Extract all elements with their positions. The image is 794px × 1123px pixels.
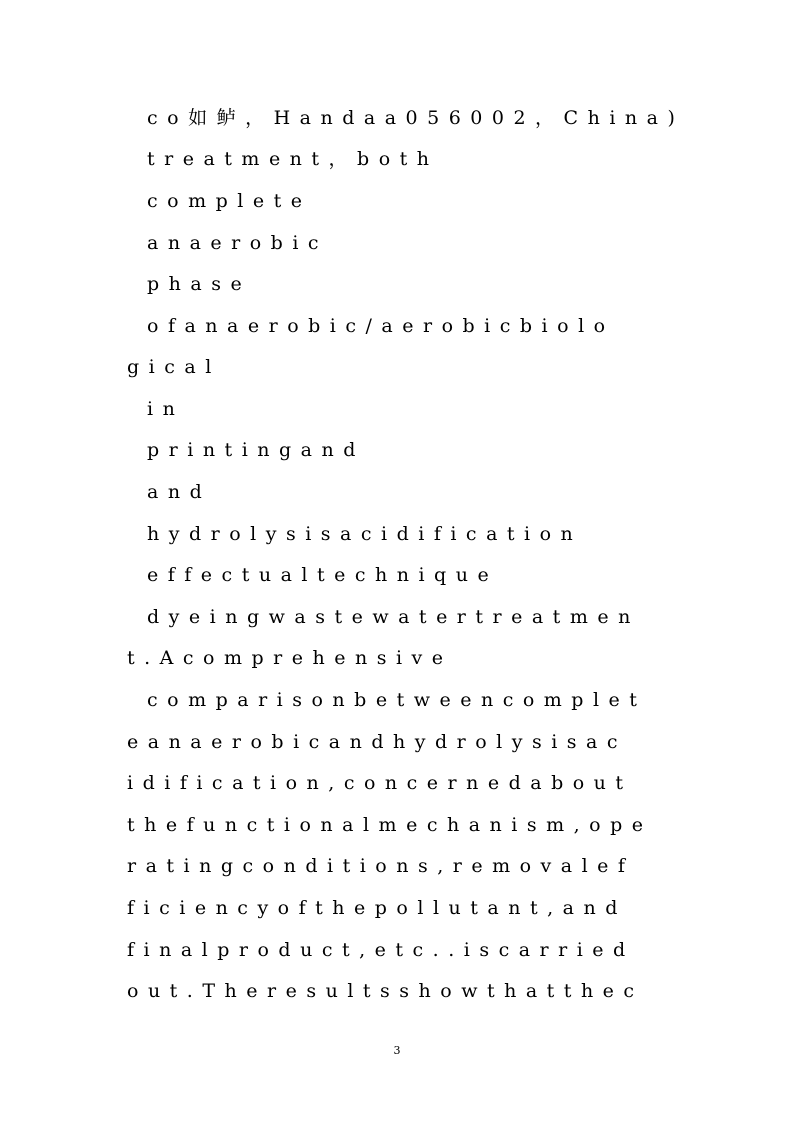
text-line: treatment，both: [147, 148, 439, 170]
text-line: hydrolysisacidification: [147, 523, 583, 545]
text-line: idification,concernedabout: [127, 772, 633, 794]
text-line: anaerobic: [147, 232, 329, 254]
text-line: printingand: [147, 439, 365, 461]
text-line: complete: [147, 190, 312, 212]
text-line: thefunctionalmechanism,ope: [127, 814, 653, 836]
text-line: gical: [127, 356, 221, 378]
text-line: in: [147, 398, 185, 420]
text-line: co如鲈，Handaa056002，China): [147, 107, 685, 129]
text-line: comparisonbetweencomplet: [147, 689, 647, 711]
text-line: ofanaerobic/aerobicbiolo: [147, 315, 615, 337]
text-line: and: [147, 481, 212, 503]
text-line: t.Acomprehensive: [127, 647, 453, 669]
page-number: 3: [393, 1044, 401, 1057]
text-line: effectualtechnique: [147, 564, 499, 586]
text-line: eanaerobicandhydrolysisac: [127, 731, 628, 753]
text-line: ficiencyofthepollutant,and: [127, 897, 627, 919]
text-line: dyeingwastewatertreatmen: [147, 606, 640, 628]
text-line: phase: [147, 273, 252, 295]
text-line: ratingconditions,removalef: [127, 855, 635, 877]
text-line: finalproduct,etc..iscarried: [127, 939, 635, 961]
text-line: out.Theresultsshowthatthec: [127, 980, 644, 1002]
